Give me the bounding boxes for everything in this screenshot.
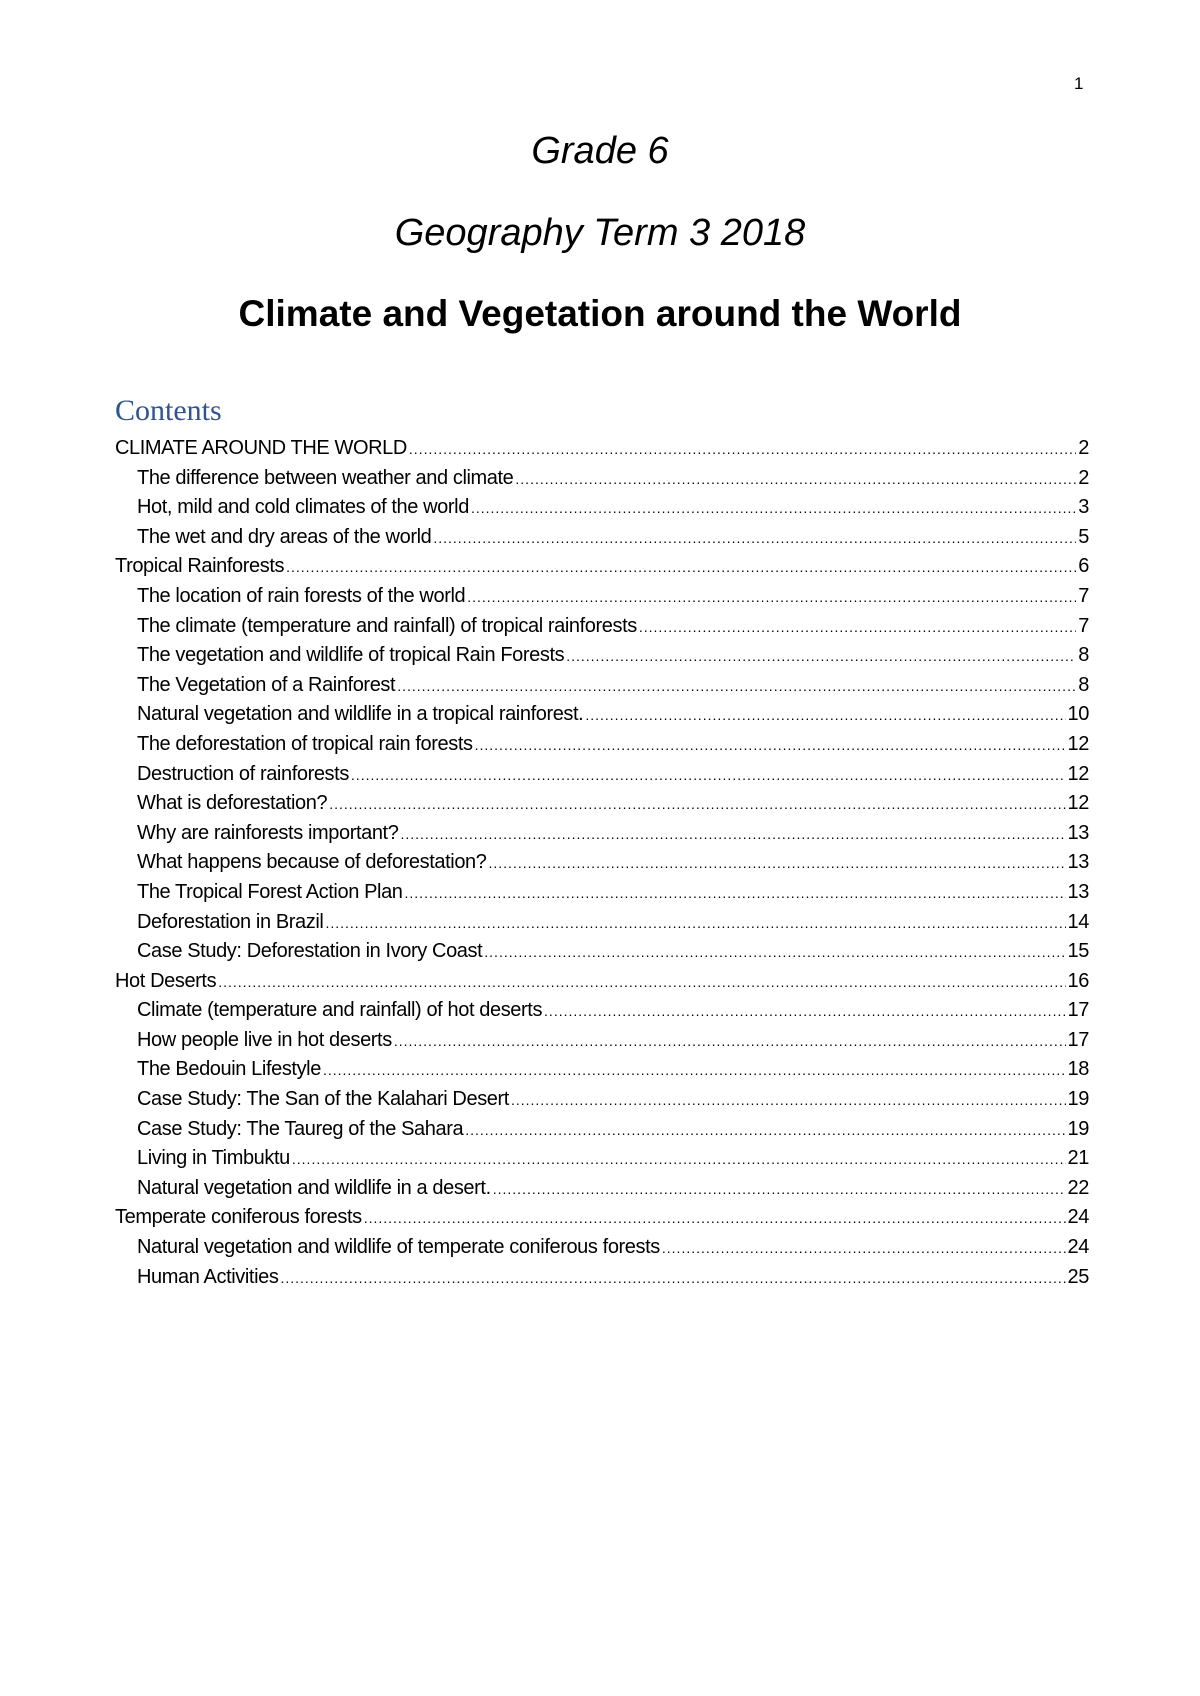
dot-leader xyxy=(280,1266,1065,1289)
toc-entry[interactable] xyxy=(115,703,1089,733)
toc-entry-label[interactable]: Human Activities xyxy=(137,1265,279,1288)
dot-leader xyxy=(639,615,1076,638)
toc-entry-label[interactable]: How people live in hot deserts xyxy=(137,1028,392,1051)
dot-leader xyxy=(467,585,1076,608)
toc-entry[interactable] xyxy=(115,1236,1089,1266)
toc-entry-page: 8 xyxy=(1078,644,1089,667)
dot-leader xyxy=(484,940,1065,963)
toc-entry-page: 19 xyxy=(1067,1088,1089,1111)
toc-entry-label[interactable]: CLIMATE AROUND THE WORLD xyxy=(115,437,407,459)
dot-leader xyxy=(662,1236,1066,1259)
toc-entry-page: 8 xyxy=(1078,673,1089,696)
toc-entry-page: 13 xyxy=(1067,880,1089,903)
toc-entry[interactable] xyxy=(115,615,1089,645)
dot-leader xyxy=(511,1088,1066,1111)
toc-entry[interactable] xyxy=(115,1118,1089,1148)
dot-leader xyxy=(475,733,1066,756)
toc-entry-page: 17 xyxy=(1067,1028,1089,1051)
toc-entry-page: 3 xyxy=(1078,496,1089,519)
toc-entry-page: 2 xyxy=(1078,437,1089,459)
toc-entry[interactable] xyxy=(115,1266,1089,1296)
dot-leader xyxy=(544,999,1066,1022)
toc-entry[interactable] xyxy=(115,674,1089,704)
toc-entry-label[interactable]: Living in Timbuktu xyxy=(137,1147,290,1170)
dot-leader xyxy=(292,1147,1066,1170)
page-number: 1 xyxy=(1074,74,1084,93)
toc-entry-page: 16 xyxy=(1067,969,1089,992)
toc-entry-label[interactable]: The climate (temperature and rainfall) of tropical rainforests xyxy=(137,614,637,637)
subject-heading: Geography Term 3 2018 xyxy=(394,212,806,254)
toc-entry-label[interactable]: The wet and dry areas of the world xyxy=(137,525,432,548)
toc-entry[interactable] xyxy=(115,1029,1089,1059)
dot-leader xyxy=(329,792,1065,815)
toc-entry-page: 15 xyxy=(1067,940,1089,963)
toc-entry-page: 5 xyxy=(1078,525,1089,548)
toc-entry[interactable] xyxy=(115,881,1089,911)
toc-entry[interactable] xyxy=(115,970,1089,1000)
dot-leader xyxy=(400,822,1065,845)
toc-entry-label[interactable]: Natural vegetation and wildlife in a tropical rainforest. xyxy=(137,703,584,726)
toc-entry[interactable] xyxy=(115,496,1089,526)
toc-entry-label[interactable]: Case Study: Deforestation in Ivory Coast xyxy=(137,940,483,963)
toc-entry[interactable] xyxy=(115,644,1089,674)
dot-leader xyxy=(493,1177,1066,1200)
toc-entry[interactable] xyxy=(115,555,1089,585)
contents-heading: Contents xyxy=(115,394,222,427)
toc-entry-page: 13 xyxy=(1067,851,1089,874)
toc-entry-page: 12 xyxy=(1067,732,1089,755)
toc-entry[interactable] xyxy=(115,851,1089,881)
toc-entry[interactable] xyxy=(115,940,1089,970)
toc-entry-page: 2 xyxy=(1078,466,1089,489)
dot-leader xyxy=(394,1029,1066,1052)
dot-leader xyxy=(515,467,1076,490)
toc-entry-page: 7 xyxy=(1078,614,1089,637)
toc-entry-label[interactable]: Destruction of rainforests xyxy=(137,762,349,785)
toc-entry[interactable] xyxy=(115,1088,1089,1118)
dot-leader xyxy=(409,437,1076,460)
toc-entry-label[interactable]: Tropical Rainforests xyxy=(115,555,285,578)
toc-entry-label[interactable]: Temperate coniferous forests xyxy=(115,1206,362,1229)
toc-entry-label[interactable]: The Tropical Forest Action Plan xyxy=(137,880,403,903)
toc-entry-label[interactable]: The difference between weather and climate xyxy=(137,466,514,489)
dot-leader xyxy=(351,763,1066,786)
toc-entry-label[interactable]: Climate (temperature and rainfall) of hot deserts xyxy=(137,999,543,1022)
dot-leader xyxy=(323,1058,1066,1081)
toc-entry-label[interactable]: Case Study: The Taureg of the Sahara xyxy=(137,1117,464,1140)
toc-entry[interactable] xyxy=(115,1058,1089,1088)
dot-leader xyxy=(585,703,1065,726)
dot-leader xyxy=(489,851,1066,874)
dot-leader xyxy=(405,881,1066,904)
toc-entry[interactable] xyxy=(115,585,1089,615)
toc-entry-label[interactable]: The location of rain forests of the world xyxy=(137,584,466,607)
toc-entry[interactable] xyxy=(115,437,1089,467)
toc-entry-label[interactable]: What is deforestation? xyxy=(137,792,328,815)
toc-entry-page: 21 xyxy=(1067,1147,1089,1170)
toc-entry-label[interactable]: The deforestation of tropical rain forests xyxy=(137,732,473,755)
toc-entry[interactable] xyxy=(115,792,1089,822)
toc-entry[interactable] xyxy=(115,763,1089,793)
toc-entry-page: 25 xyxy=(1067,1265,1089,1288)
dot-leader xyxy=(286,555,1076,578)
toc-entry[interactable] xyxy=(115,526,1089,556)
toc-entry-label[interactable]: Deforestation in Brazil xyxy=(137,910,324,933)
toc-entry-page: 18 xyxy=(1067,1058,1089,1081)
toc-entry-label[interactable]: Natural vegetation and wildlife in a desert. xyxy=(137,1176,491,1199)
table-of-contents xyxy=(115,437,1089,1295)
toc-entry-page: 22 xyxy=(1067,1176,1089,1199)
grade-heading: Grade 6 xyxy=(531,130,669,172)
toc-entry-page: 10 xyxy=(1067,703,1089,726)
toc-entry[interactable] xyxy=(115,1206,1089,1236)
toc-entry[interactable] xyxy=(115,999,1089,1029)
toc-entry-label[interactable]: Natural vegetation and wildlife of temperate coniferous forests xyxy=(137,1236,660,1259)
toc-entry-page: 14 xyxy=(1067,910,1089,933)
dot-leader xyxy=(471,496,1076,519)
dot-leader xyxy=(397,674,1076,697)
toc-entry-page: 13 xyxy=(1067,821,1089,844)
toc-entry-label[interactable]: Hot, mild and cold climates of the world xyxy=(137,496,469,519)
toc-entry-page: 12 xyxy=(1067,792,1089,815)
dot-leader xyxy=(433,526,1076,549)
toc-entry[interactable] xyxy=(115,467,1089,497)
toc-entry-page: 19 xyxy=(1067,1117,1089,1140)
toc-entry-page: 12 xyxy=(1067,762,1089,785)
toc-entry-page: 24 xyxy=(1067,1236,1089,1259)
toc-entry-label[interactable]: The Vegetation of a Rainforest xyxy=(137,673,396,696)
toc-entry-label[interactable]: Case Study: The San of the Kalahari Desert xyxy=(137,1088,509,1111)
toc-entry[interactable] xyxy=(115,1147,1089,1177)
dot-leader xyxy=(218,970,1065,993)
document-title: Climate and Vegetation around the World xyxy=(238,293,962,334)
dot-leader xyxy=(566,644,1076,667)
toc-entry-label[interactable]: Why are rainforests important? xyxy=(137,821,399,844)
dot-leader xyxy=(364,1206,1066,1229)
toc-entry-label[interactable]: The Bedouin Lifestyle xyxy=(137,1058,321,1081)
toc-entry-label[interactable]: Hot Deserts xyxy=(115,969,217,992)
toc-entry[interactable] xyxy=(115,733,1089,763)
toc-entry-label[interactable]: What happens because of deforestation? xyxy=(137,851,487,874)
dot-leader xyxy=(465,1118,1065,1141)
dot-leader xyxy=(325,911,1065,934)
toc-entry-label[interactable]: The vegetation and wildlife of tropical Rain Forests xyxy=(137,644,565,667)
toc-entry-page: 17 xyxy=(1067,999,1089,1022)
toc-entry-page: 24 xyxy=(1067,1206,1089,1229)
toc-entry[interactable] xyxy=(115,822,1089,852)
toc-entry[interactable] xyxy=(115,911,1089,941)
toc-entry-page: 7 xyxy=(1078,584,1089,607)
toc-entry[interactable] xyxy=(115,1177,1089,1207)
toc-entry-page: 6 xyxy=(1078,555,1089,578)
